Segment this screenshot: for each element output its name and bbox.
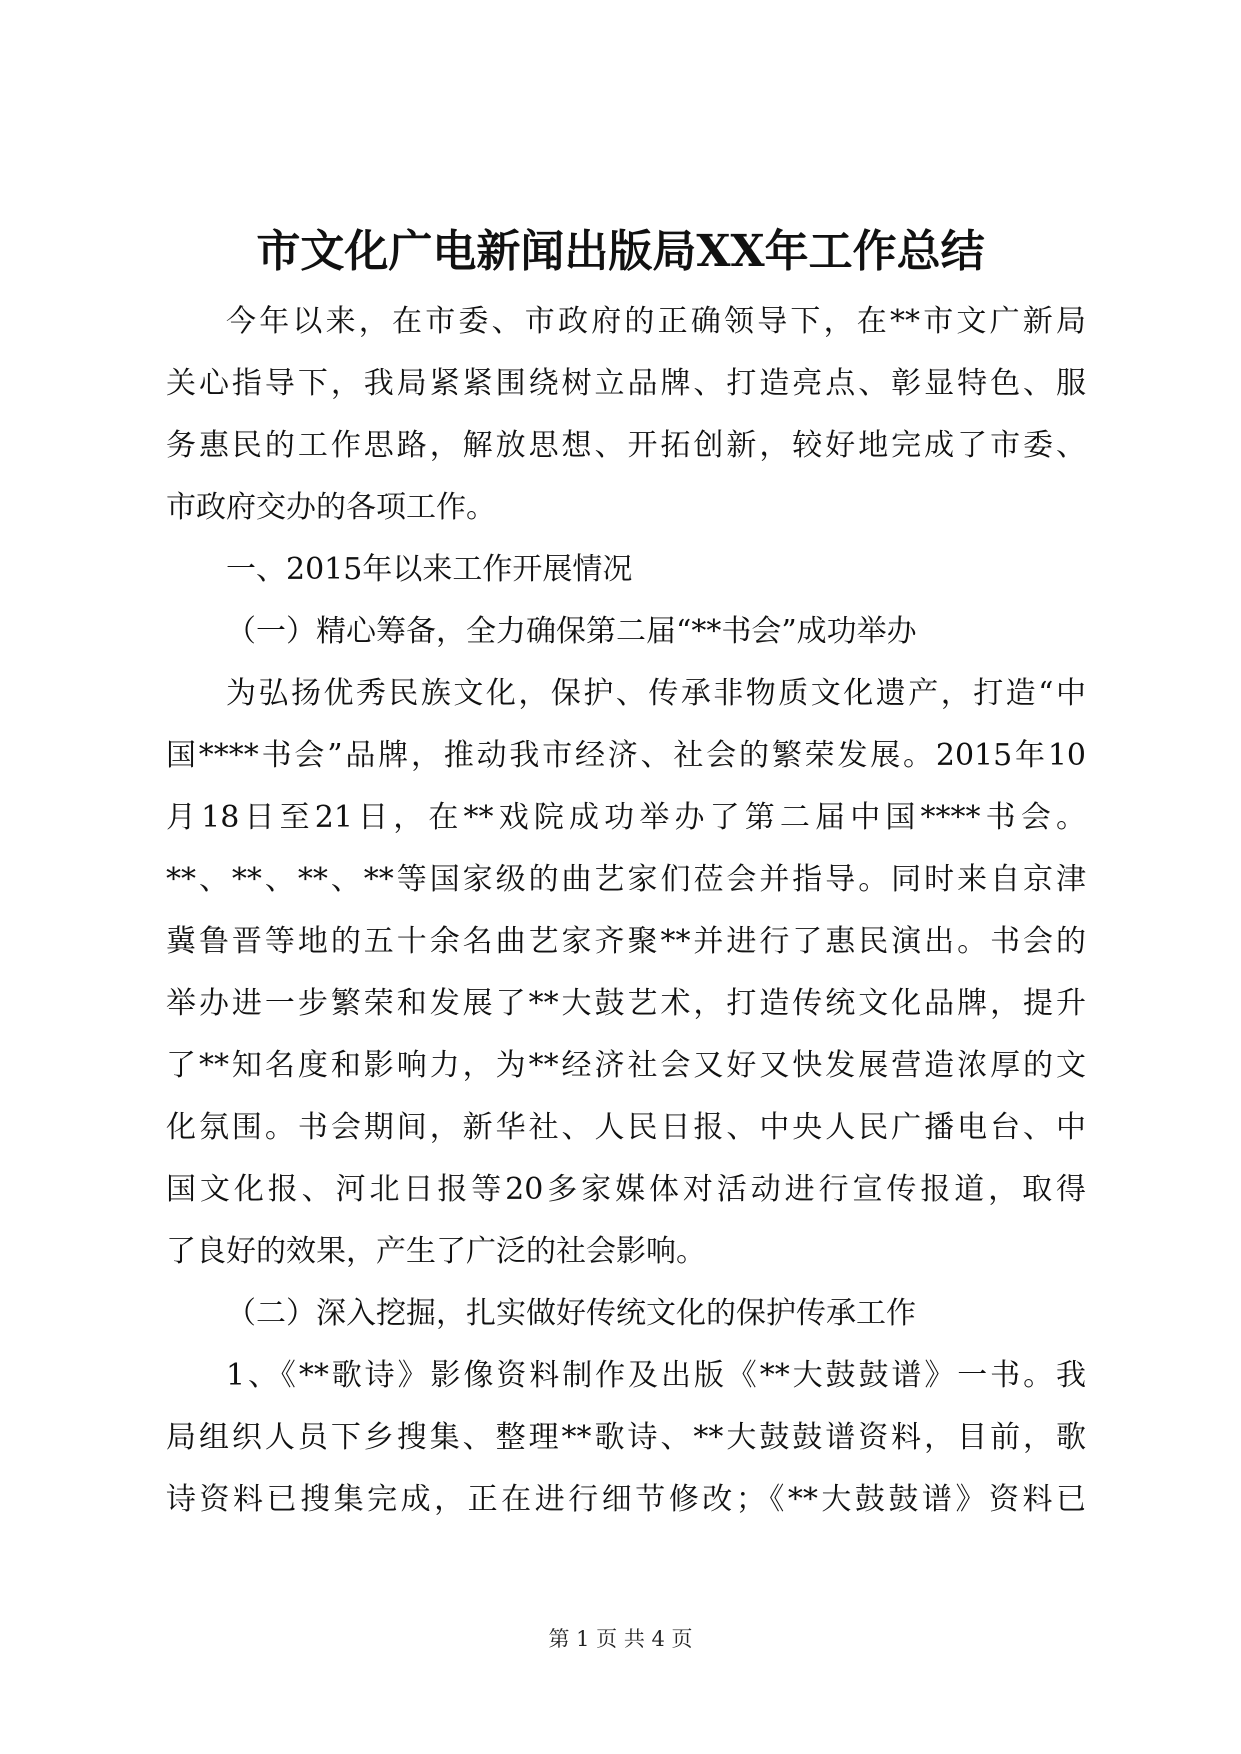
body-line: 务惠民的工作思路，解放思想、开拓创新，较好地完成了市委、 — [166, 428, 1086, 463]
body-line: 为弘扬优秀民族文化，保护、传承非物质文化遗产，打造“中 — [226, 676, 1086, 711]
body-line: 了**知名度和影响力，为**经济社会又好又快发展营造浓厚的文 — [166, 1048, 1086, 1083]
body-line: 局组织人员下乡搜集、整理**歌诗、**大鼓鼓谱资料，目前，歌 — [166, 1420, 1086, 1455]
body-line: 举办进一步繁荣和发展了**大鼓艺术，打造传统文化品牌，提升 — [166, 986, 1086, 1021]
subsection-heading: （一）精心筹备，全力确保第二届“**书会”成功举办 — [226, 614, 917, 649]
page-number-footer: 第 1 页 共 4 页 — [548, 1627, 693, 1651]
body-line: 关心指导下，我局紧紧围绕树立品牌、打造亮点、彰显特色、服 — [166, 366, 1086, 401]
body-line: 化氛围。书会期间，新华社、人民日报、中央人民广播电台、中 — [166, 1110, 1086, 1145]
section-heading: 一、2015年以来工作开展情况 — [226, 552, 633, 587]
body-line: 市政府交办的各项工作。 — [166, 490, 496, 525]
document-title: 市文化广电新闻出版局XX年工作总结 — [256, 226, 985, 277]
body-line: 了良好的效果，产生了广泛的社会影响。 — [166, 1234, 706, 1269]
body-line: 1、《**歌诗》影像资料制作及出版《**大鼓鼓谱》一书。我 — [226, 1358, 1086, 1393]
body-line: 诗资料已搜集完成，正在进行细节修改；《**大鼓鼓谱》资料已 — [166, 1482, 1086, 1517]
body-line: 国文化报、河北日报等20多家媒体对活动进行宣传报道，取得 — [166, 1172, 1086, 1207]
body-line: 今年以来，在市委、市政府的正确领导下，在**市文广新局 — [226, 304, 1086, 339]
document-body — [166, 291, 1086, 1531]
body-line: 冀鲁晋等地的五十余名曲艺家齐聚**并进行了惠民演出。书会的 — [166, 924, 1086, 959]
body-line: 月18日至21日，在**戏院成功举办了第二届中国****书会。 — [166, 800, 1086, 835]
body-line: **、**、**、**等国家级的曲艺家们莅会并指导。同时来自京津 — [166, 862, 1086, 897]
subsection-heading: （二）深入挖掘，扎实做好传统文化的保护传承工作 — [226, 1296, 916, 1331]
body-line: 国****书会”品牌，推动我市经济、社会的繁荣发展。2015年10 — [166, 738, 1086, 773]
